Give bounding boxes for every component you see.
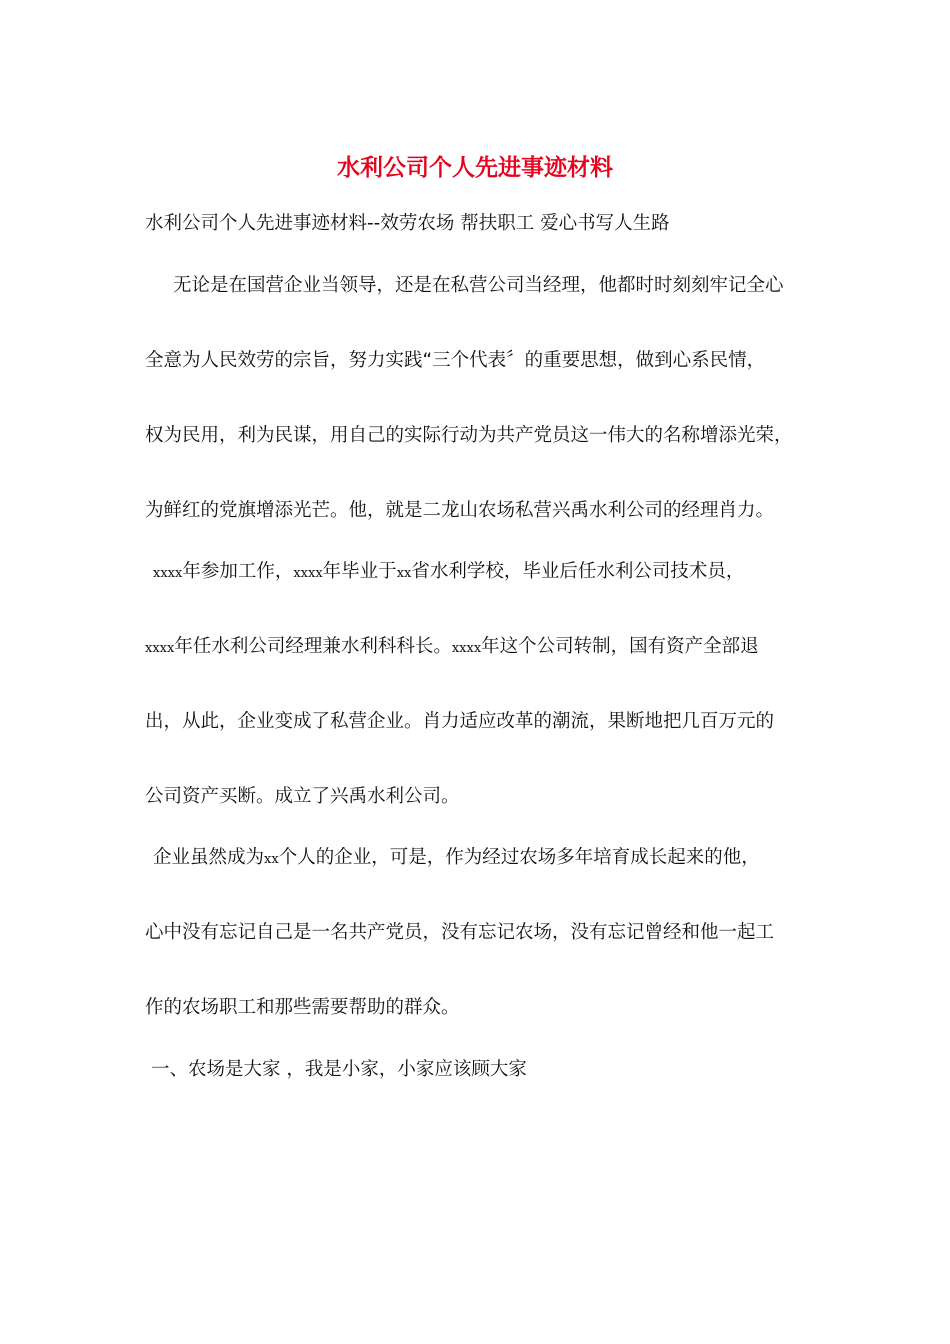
section-heading: 一、农场是大家 ，我是小家，小家应该顾大家 bbox=[151, 1059, 527, 1080]
subtitle-line: 水利公司个人先进事迹材料--效劳农场 帮扶职工 爱心书写人生路 bbox=[145, 213, 670, 234]
paragraph-line: 无论是在国营企业当领导，还是在私营公司当经理，他都时时刻刻牢记全心 bbox=[173, 275, 784, 296]
paragraph-line: 为鲜红的党旗增添光芒。他，就是二龙山农场私营兴禹水利公司的经理肖力。 bbox=[145, 500, 775, 521]
paragraph-line: 心中没有忘记自己是一名共产党员，没有忘记农场，没有忘记曾经和他一起工 bbox=[145, 922, 775, 943]
placeholder-text: xx bbox=[396, 566, 412, 581]
paragraph-line: 公司资产买断。成立了兴禹水利公司。 bbox=[145, 786, 460, 807]
placeholder-text: xxxx bbox=[145, 641, 175, 656]
paragraph-line: xxxx年任水利公司经理兼水利科科长。xxxx年这个公司转制，国有资产全部退 bbox=[145, 636, 759, 657]
paragraph-line: 企业虽然成为xx个人的企业，可是，作为经过农场多年培育成长起来的他， bbox=[153, 847, 760, 868]
placeholder-text: xxxx bbox=[451, 641, 482, 656]
placeholder-text: xxxx bbox=[293, 566, 323, 581]
paragraph-line: xxxx年参加工作，xxxx年毕业于xx省水利学校，毕业后任水利公司技术员， bbox=[153, 561, 745, 582]
paragraph-line: 作的农场职工和那些需要帮助的群众。 bbox=[145, 997, 460, 1018]
paragraph-line: 出，从此，企业变成了私营企业。肖力适应改革的潮流，果断地把几百万元的 bbox=[145, 711, 775, 732]
paragraph-line: 权为民用，利为民谋，用自己的实际行动为共产党员这一伟大的名称增添光荣， bbox=[145, 425, 793, 446]
document-title: 水利公司个人先进事迹材料 bbox=[337, 154, 613, 181]
placeholder-text: xx bbox=[264, 852, 279, 867]
placeholder-text: xxxx bbox=[153, 566, 183, 581]
paragraph-line: 全意为人民效劳的宗旨，努力实践“三个代表〞的重要思想，做到心系民情， bbox=[145, 350, 766, 371]
